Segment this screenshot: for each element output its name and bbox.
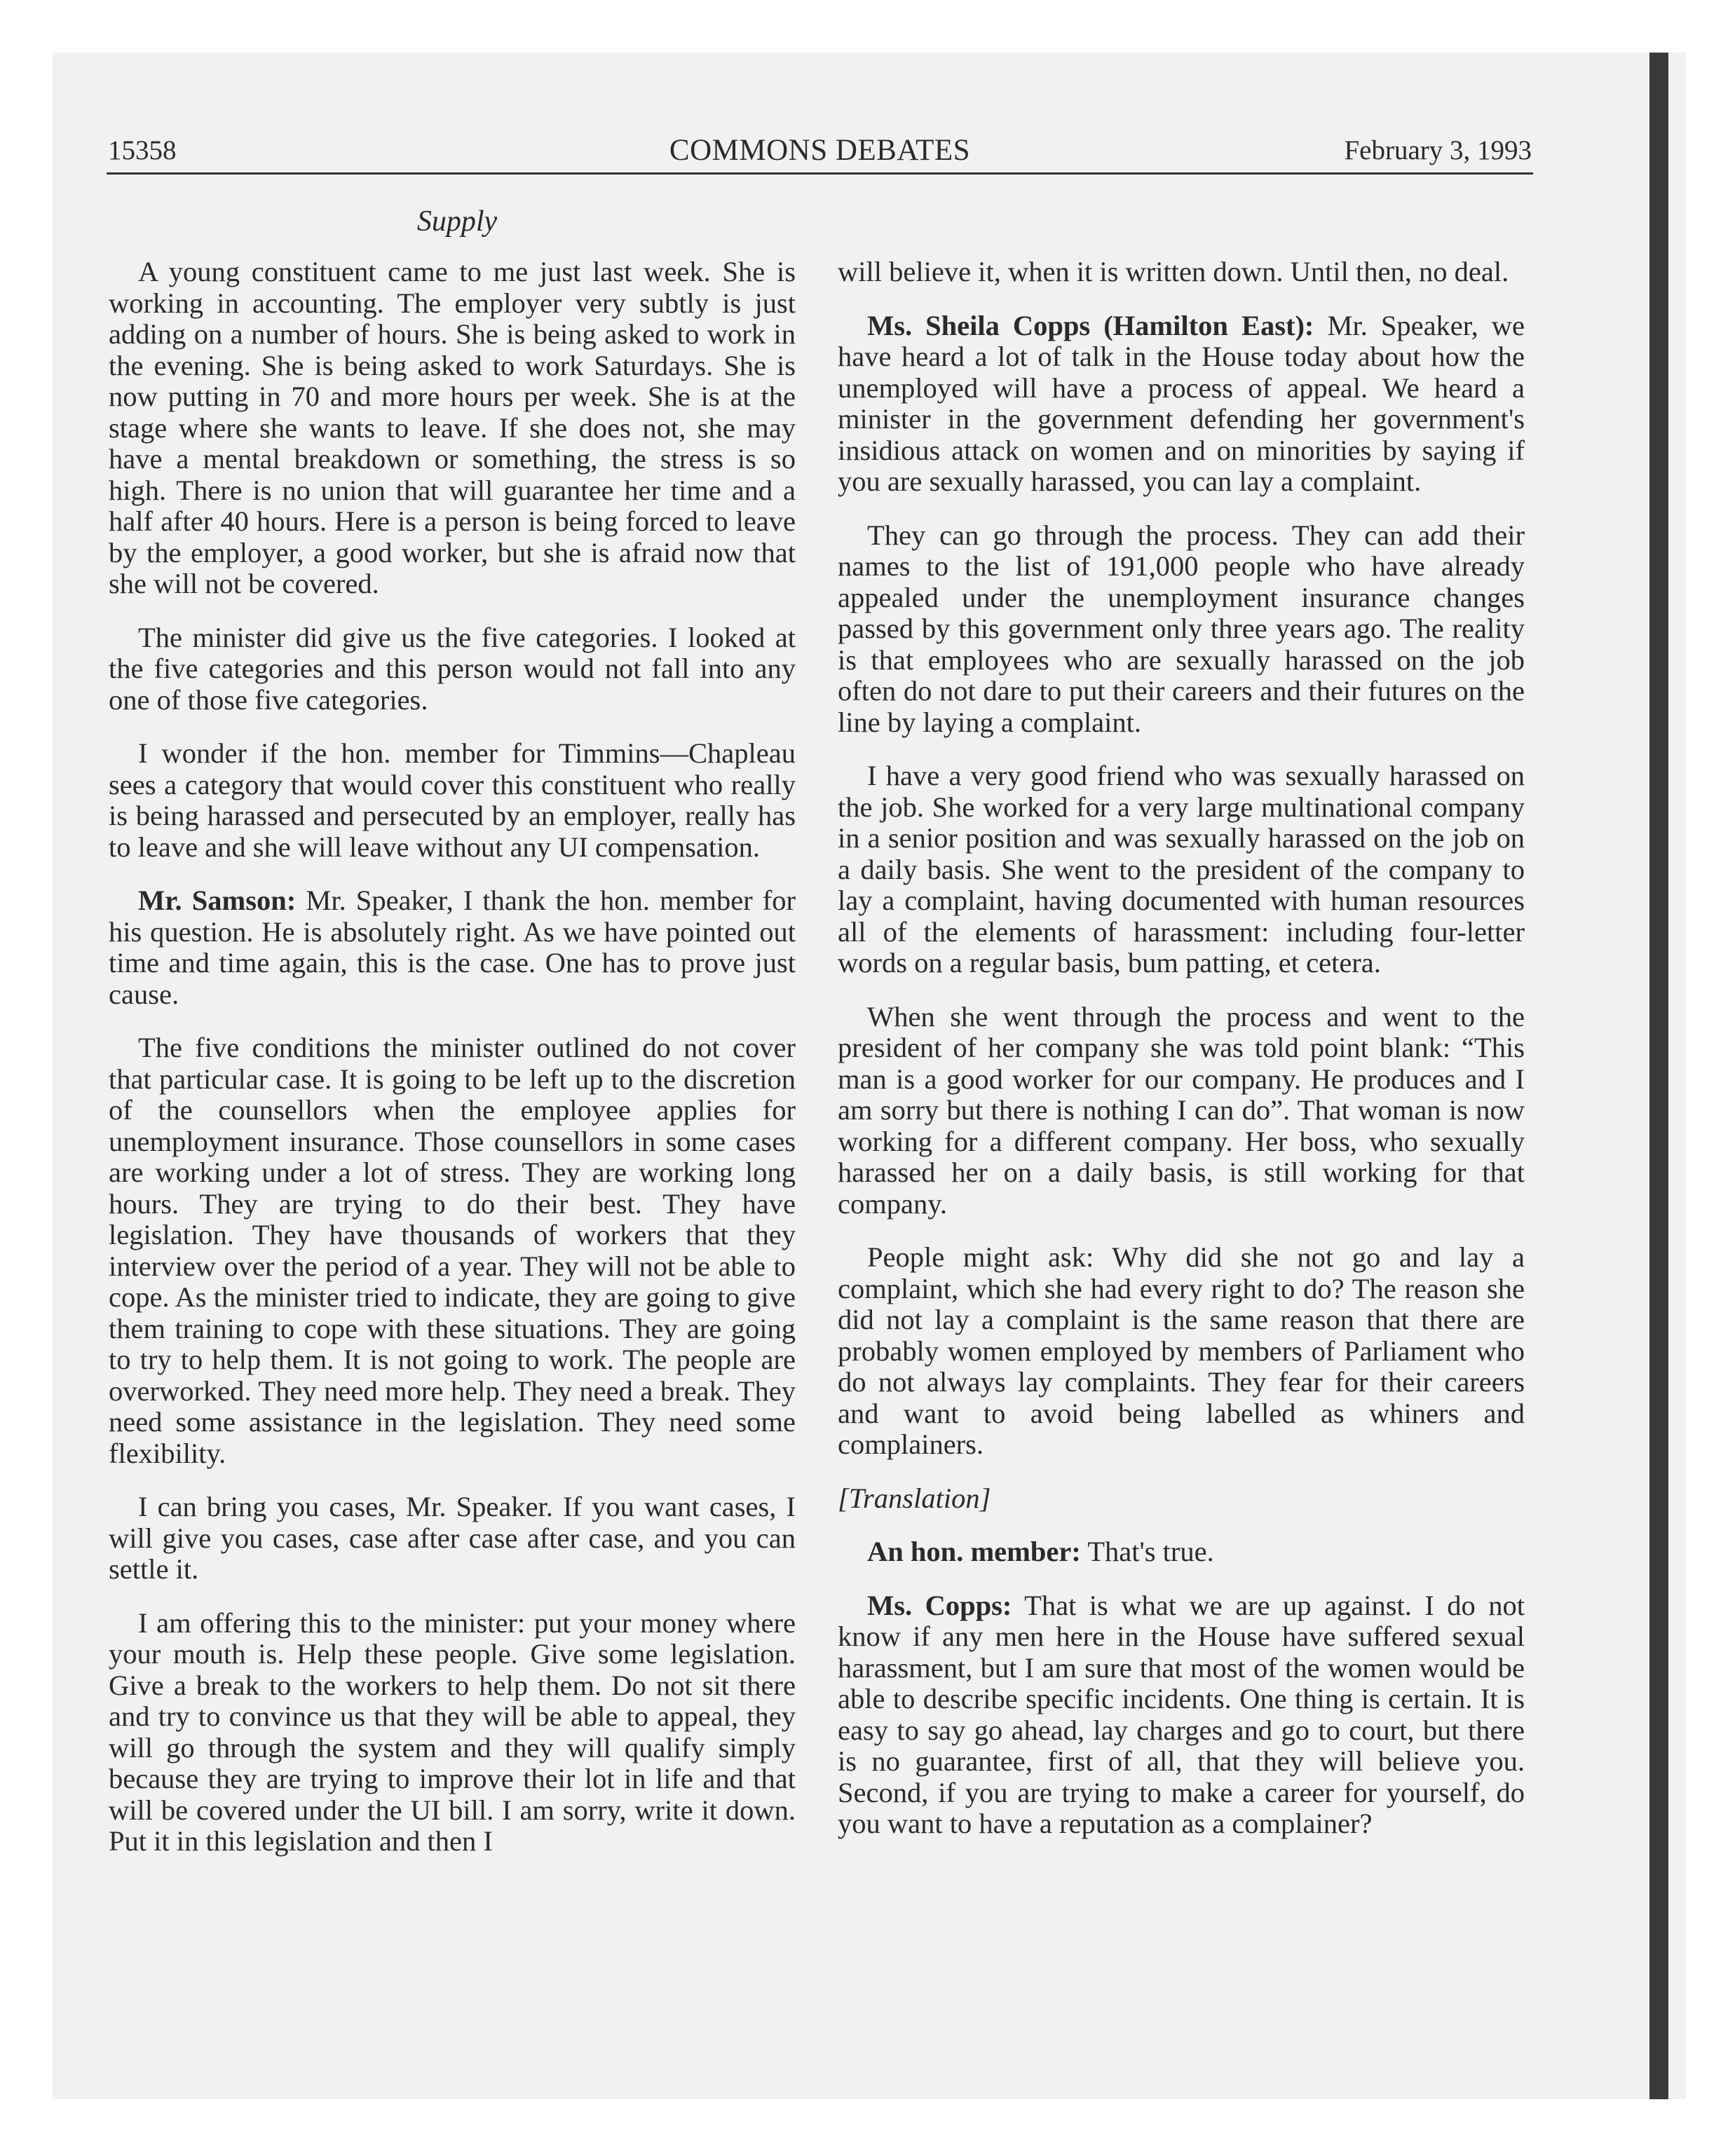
paragraph [109,738,796,863]
speaker-name: Mr. Samson: [138,885,297,916]
paragraph-text: Mr. Speaker, we have heard a lot of talk in the House today about how the unemployed will have a process of appeal. We heard a minister in the government defending her government's insidious attack on women and on minorities by saying if you are sexually harassed, you can lay a complaint. [838,309,1525,497]
paragraph [838,520,1525,739]
paragraph-text: That's true. [1087,1536,1214,1567]
paragraph [109,622,796,716]
paragraph [838,1242,1525,1461]
paragraph [838,1536,1525,1568]
paragraph-text: The minister did give us the five categories. I looked at the five categories and this person would not fall into any one of those five categories. [109,621,796,716]
speaker-name: Ms. Sheila Copps (Hamilton East): [867,309,1314,341]
paragraph-text: will believe it, when it is written down. Until then, no deal. [838,256,1509,287]
paragraph-text: When she went through the process and went to the president of her company she was told point blank: “This man is a good worker for our company. He produces and I am sorry but there is nothing I can do”. That woman is now working for a different company. Her boss, who sexually harassed her on a daily basis, is still working for that company. [838,1000,1525,1220]
paragraph-text: People might ask: Why did she not go and lay a complaint, which she had every right to do? The reason she did not lay a complaint is the same reason that there are probably women employed by members of Parliament who do not always lay complaints. They fear for their careers and want to avoid being labelled as whiners and complainers. [838,1241,1525,1460]
paragraph-text: I am offering this to the minister: put your money where your mouth is. Help these people. Give some legislation. Give a break to the workers to help them. Do not sit there and try to convince us that they will be able to appeal, they will go through the system and they will qualify simply because they are trying to improve their lot in life and that will be covered under the UI bill. I am sorry, write it down. Put it in this legislation and then I [109,1606,796,1857]
speaker-name: Ms. Copps: [867,1589,1012,1621]
paragraph-text: I can bring you cases, Mr. Speaker. If you want cases, I will give you cases, case after case after case, and you can settle it. [109,1491,796,1585]
translation-note: [Translation] [838,1482,991,1514]
paragraph-text: I have a very good friend who was sexually harassed on the job. She worked for a very large multinational company in a senior position and was sexually harassed on the job on a daily basis. She went to the president of the company to lay a complaint, having documented with human resources all of the elements of harassment: including four-letter words on a regular basis, bum patting, et cetera. [838,760,1525,978]
paragraph [838,1002,1525,1220]
paragraph [838,1590,1525,1840]
scan-edge-bar [1649,53,1668,2099]
paragraph-text: The five conditions the minister outlined do not cover that particular case. It is going to be left up to the discretion of the counsellors when the employee applies for unemployment insurance. Those counsellors in some cases are working under a lot of stress. They are working long hours. They are trying to do their best. They have legislation. They have thousands of workers that they interview over the period of a year. They will not be able to cope. As the minister tried to indicate, they are going to give them training to cope with these situations. They are going to try to help them. It is not going to work. The people are overworked. They need more help. They need a break. They need some assistance in the legislation. They need some flexibility. [109,1032,796,1469]
paragraph [838,257,1525,288]
paragraph [109,257,796,600]
paragraph-text: I wonder if the hon. member for Timmins—Chapleau sees a category that would cover this constituent who really is being harassed and persecuted by an employer, really has to leave and she will leave without any UI compensation. [109,737,796,863]
paragraph-text: They can go through the process. They can add their names to the list of 191,000 people who have already appealed under the unemployment insurance changes passed by this government only three years ago. The reality is that employees who are sexually harassed on the job often do not dare to put their careers and their futures on the line by laying a complaint. [838,519,1525,738]
paragraph [109,1608,796,1857]
page-date: February 3, 1993 [1344,135,1532,165]
paragraph-text: A young constituent came to me just last week. She is working in accounting. The employer very subtly is just adding on a number of hours. She is being asked to work in the evening. She is being asked to work Saturdays. She is now putting in 70 and more hours per week. She is at the stage where she wants to leave. If she does not, she may have a mental breakdown or something, the stress is so high. There is no union that will guarantee her time and a half after 40 hours. Here is a person is being forced to leave by the employer, a good worker, but she is afraid now that she will not be covered. [109,256,796,599]
page-number: 15358 [108,135,177,165]
paragraph [109,885,796,1010]
left-column [109,257,796,1880]
section-title: Supply [416,205,498,238]
paragraph [838,760,1525,979]
paragraph [109,1492,796,1585]
page-header [107,133,1533,175]
paragraph-text: That is what we are up against. I do not know if any men here in the House have suffered sexual harassment, but I am sure that most of the women would be able to describe specific incidents. One thing is certain. It is easy to say go ahead, lay charges and go to court, but there is no guarantee, first of all, that they will believe you. Second, if you are trying to make a career for yourself, do you want to have a reputation as a complainer? [838,1589,1525,1839]
speaker-name: An hon. member: [867,1536,1081,1567]
paragraph-text: Mr. Speaker, I thank the hon. member for his question. He is absolutely right. As we have pointed out time and time again, this is the case. One has to prove just cause. [109,885,796,1010]
right-column [838,257,1525,1862]
paragraph [838,311,1525,498]
publication-title: COMMONS DEBATES [669,134,971,167]
paragraph [838,1483,1525,1515]
paragraph [109,1032,796,1469]
